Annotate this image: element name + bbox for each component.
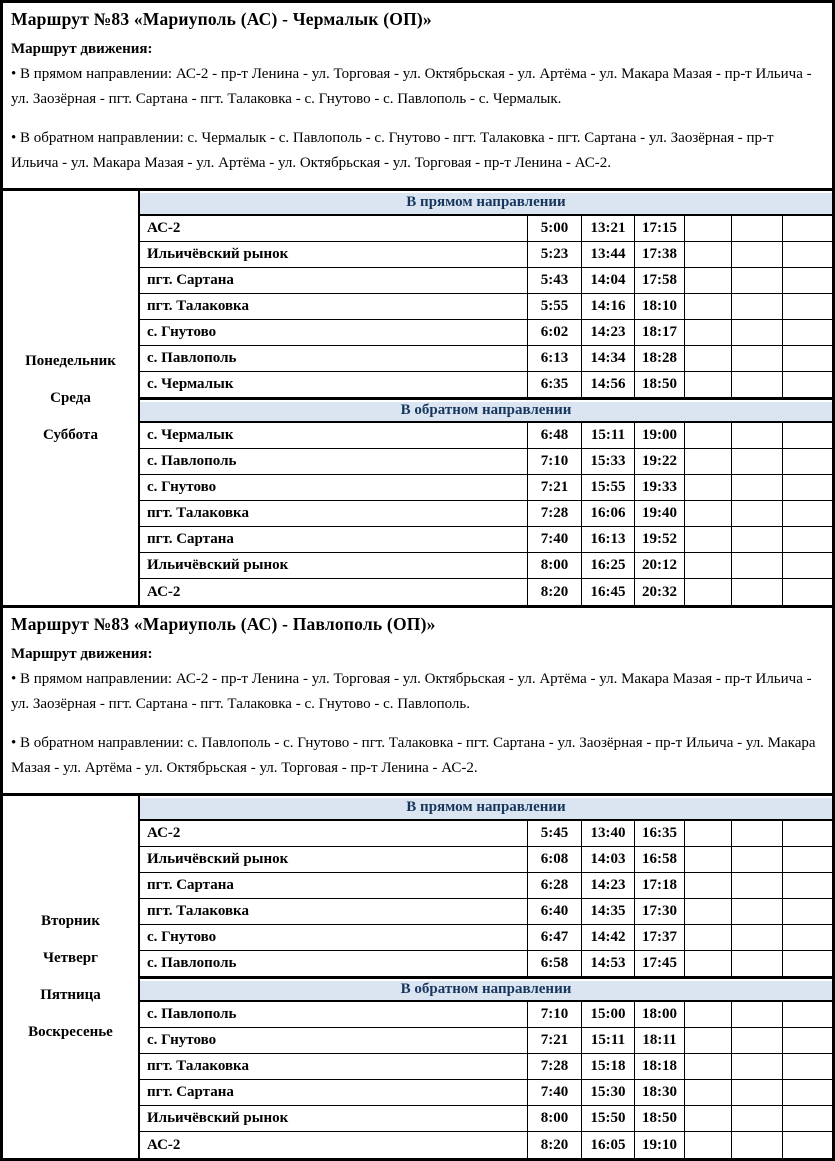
empty-time-cell — [732, 553, 783, 578]
departure-time-cell: 16:58 — [635, 847, 685, 872]
reverse-rows-group — [140, 1002, 832, 1158]
stop-name-cell: с. Павлополь — [140, 1002, 528, 1027]
stop-name-cell: с. Гнутово — [140, 475, 528, 500]
empty-time-cell — [685, 951, 732, 976]
departure-time-cell: 7:40 — [528, 1080, 582, 1105]
empty-time-cell — [783, 821, 832, 846]
day-label: Суббота — [43, 426, 98, 443]
empty-time-cell — [685, 320, 732, 345]
route-section — [3, 3, 832, 605]
empty-time-cell — [685, 579, 732, 605]
departure-time-cell: 17:58 — [635, 268, 685, 293]
stop-name-cell: с. Павлополь — [140, 449, 528, 474]
departure-time-cell: 7:21 — [528, 1028, 582, 1053]
departure-time-cell: 5:55 — [528, 294, 582, 319]
empty-time-cell — [783, 346, 832, 371]
departure-time-cell: 6:08 — [528, 847, 582, 872]
empty-time-cell — [685, 294, 732, 319]
departure-time-cell: 15:50 — [582, 1106, 635, 1131]
timetable — [3, 793, 832, 1158]
sections-root — [3, 3, 832, 1158]
departure-time-cell: 7:40 — [528, 527, 582, 552]
empty-time-cell — [732, 294, 783, 319]
timetable-row — [140, 847, 832, 873]
departure-time-cell: 19:40 — [635, 501, 685, 526]
schedule-column — [140, 191, 832, 605]
stop-name-cell: с. Гнутово — [140, 1028, 528, 1053]
schedule-column — [140, 796, 832, 1158]
stop-name-cell: АС-2 — [140, 579, 528, 605]
empty-time-cell — [783, 294, 832, 319]
empty-time-cell — [732, 925, 783, 950]
forward-rows-group — [140, 216, 832, 398]
departure-time-cell: 16:06 — [582, 501, 635, 526]
day-label: Четверг — [43, 950, 98, 966]
timetable-row — [140, 579, 832, 605]
empty-time-cell — [685, 475, 732, 500]
empty-time-cell — [732, 320, 783, 345]
empty-time-cell — [685, 372, 732, 397]
empty-time-cell — [732, 821, 783, 846]
empty-time-cell — [685, 1106, 732, 1131]
empty-time-cell — [685, 553, 732, 578]
timetable-row — [140, 242, 832, 268]
empty-time-cell — [732, 242, 783, 267]
departure-time-cell: 6:13 — [528, 346, 582, 371]
timetable-row — [140, 1080, 832, 1106]
empty-time-cell — [732, 216, 783, 241]
departure-time-cell: 15:11 — [582, 423, 635, 448]
stop-name-cell: АС-2 — [140, 216, 528, 241]
departure-time-cell: 18:30 — [635, 1080, 685, 1105]
timetable-row — [140, 925, 832, 951]
empty-time-cell — [783, 847, 832, 872]
departure-time-cell: 16:35 — [635, 821, 685, 846]
departure-time-cell: 14:03 — [582, 847, 635, 872]
empty-time-cell — [732, 951, 783, 976]
empty-time-cell — [685, 423, 732, 448]
stop-name-cell: Ильичёвский рынок — [140, 242, 528, 267]
departure-time-cell: 13:40 — [582, 821, 635, 846]
empty-time-cell — [685, 1080, 732, 1105]
empty-time-cell — [732, 873, 783, 898]
empty-time-cell — [685, 527, 732, 552]
empty-time-cell — [732, 475, 783, 500]
timetable-row — [140, 475, 832, 501]
departure-time-cell: 18:28 — [635, 346, 685, 371]
days-column — [3, 796, 140, 1158]
departure-time-cell: 7:28 — [528, 1054, 582, 1079]
stop-name-cell: с. Гнутово — [140, 320, 528, 345]
departure-time-cell: 5:45 — [528, 821, 582, 846]
stop-name-cell: с. Павлополь — [140, 346, 528, 371]
departure-time-cell: 19:33 — [635, 475, 685, 500]
empty-time-cell — [685, 1054, 732, 1079]
departure-time-cell: 18:00 — [635, 1002, 685, 1027]
empty-time-cell — [732, 1106, 783, 1131]
stop-name-cell: пгт. Талаковка — [140, 501, 528, 526]
departure-time-cell: 7:10 — [528, 449, 582, 474]
empty-time-cell — [732, 268, 783, 293]
timetable-row — [140, 1054, 832, 1080]
empty-time-cell — [783, 1106, 832, 1131]
empty-time-cell — [685, 501, 732, 526]
departure-time-cell: 20:12 — [635, 553, 685, 578]
timetable-row — [140, 372, 832, 398]
departure-time-cell: 6:40 — [528, 899, 582, 924]
empty-time-cell — [732, 501, 783, 526]
stop-name-cell: АС-2 — [140, 821, 528, 846]
departure-time-cell: 14:16 — [582, 294, 635, 319]
reverse-direction-header: В обратном направлении — [140, 977, 832, 1002]
route-text-block — [3, 608, 832, 793]
days-column — [3, 191, 140, 605]
departure-time-cell: 17:18 — [635, 873, 685, 898]
stop-name-cell: АС-2 — [140, 1132, 528, 1158]
departure-time-cell: 14:56 — [582, 372, 635, 397]
departure-time-cell: 19:00 — [635, 423, 685, 448]
empty-time-cell — [732, 899, 783, 924]
stop-name-cell: Ильичёвский рынок — [140, 1106, 528, 1131]
empty-time-cell — [732, 1132, 783, 1158]
departure-time-cell: 8:00 — [528, 1106, 582, 1131]
timetable — [3, 188, 832, 605]
departure-time-cell: 14:53 — [582, 951, 635, 976]
departure-time-cell: 19:22 — [635, 449, 685, 474]
stop-name-cell: пгт. Сартана — [140, 268, 528, 293]
departure-time-cell: 8:20 — [528, 1132, 582, 1158]
departure-time-cell: 16:45 — [582, 579, 635, 605]
departure-time-cell: 14:23 — [582, 320, 635, 345]
stop-name-cell: пгт. Талаковка — [140, 1054, 528, 1079]
departure-time-cell: 6:28 — [528, 873, 582, 898]
empty-time-cell — [783, 951, 832, 976]
departure-time-cell: 17:37 — [635, 925, 685, 950]
departure-time-cell: 16:05 — [582, 1132, 635, 1158]
departure-time-cell: 18:50 — [635, 372, 685, 397]
departure-time-cell: 15:33 — [582, 449, 635, 474]
route-title: Маршрут №83 «Мариуполь (АС) - Чермалык (ОП)» — [11, 9, 432, 29]
timetable-row — [140, 899, 832, 925]
departure-time-cell: 7:10 — [528, 1002, 582, 1027]
departure-time-cell: 7:21 — [528, 475, 582, 500]
empty-time-cell — [732, 372, 783, 397]
empty-time-cell — [783, 1054, 832, 1079]
empty-time-cell — [685, 1028, 732, 1053]
departure-time-cell: 8:00 — [528, 553, 582, 578]
departure-time-cell: 7:28 — [528, 501, 582, 526]
empty-time-cell — [685, 242, 732, 267]
departure-time-cell: 6:35 — [528, 372, 582, 397]
departure-time-cell: 14:34 — [582, 346, 635, 371]
departure-time-cell: 6:47 — [528, 925, 582, 950]
day-label: Воскресенье — [28, 1024, 113, 1040]
empty-time-cell — [732, 1002, 783, 1027]
day-label: Вторник — [41, 913, 100, 929]
empty-time-cell — [685, 216, 732, 241]
empty-time-cell — [783, 242, 832, 267]
empty-time-cell — [783, 423, 832, 448]
empty-time-cell — [732, 1080, 783, 1105]
departure-time-cell: 18:10 — [635, 294, 685, 319]
timetable-row — [140, 501, 832, 527]
empty-time-cell — [783, 449, 832, 474]
forward-direction-header: В прямом направлении — [140, 191, 832, 216]
route-title: Маршрут №83 «Мариуполь (АС) - Павлополь (ОП)» — [11, 614, 436, 634]
empty-time-cell — [783, 873, 832, 898]
empty-time-cell — [732, 847, 783, 872]
timetable-row — [140, 527, 832, 553]
departure-time-cell: 19:10 — [635, 1132, 685, 1158]
reverse-route-description: • В обратном направлении: с. Чермалык - с. Павлополь - с. Гнутово - пгт. Талаковка - пгт. Сартана - ул. Заозёрная - пр-т Ильича - ул. Макара Мазая - ул. Артёма - ул. Октябрьская - ул. Торговая - пр-т Ленина - АС-2. — [11, 130, 774, 171]
departure-time-cell: 18:11 — [635, 1028, 685, 1053]
empty-time-cell — [783, 925, 832, 950]
forward-route-description: • В прямом направлении: АС-2 - пр-т Ленина - ул. Торговая - ул. Октябрьская - ул. Артёма - ул. Макара Мазая - пр-т Ильича - ул. Заозёрная - пгт. Сартана - пгт. Талаковка - с. Гнутово - с. Павлополь - с. Чермалык. — [11, 66, 812, 107]
departure-time-cell: 5:00 — [528, 216, 582, 241]
empty-time-cell — [783, 268, 832, 293]
departure-time-cell: 15:00 — [582, 1002, 635, 1027]
forward-rows-group — [140, 821, 832, 977]
empty-time-cell — [732, 449, 783, 474]
timetable-row — [140, 268, 832, 294]
empty-time-cell — [685, 346, 732, 371]
day-label: Пятница — [40, 987, 101, 1003]
empty-time-cell — [685, 847, 732, 872]
timetable-row — [140, 821, 832, 847]
departure-time-cell: 8:20 — [528, 579, 582, 605]
timetable-row — [140, 1002, 832, 1028]
empty-time-cell — [783, 1080, 832, 1105]
departure-time-cell: 15:30 — [582, 1080, 635, 1105]
empty-time-cell — [783, 320, 832, 345]
route-movement-heading: Маршрут движения: — [11, 646, 153, 662]
day-label: Понедельник — [25, 352, 116, 369]
empty-time-cell — [783, 579, 832, 605]
departure-time-cell: 15:18 — [582, 1054, 635, 1079]
empty-time-cell — [685, 1002, 732, 1027]
empty-time-cell — [685, 1132, 732, 1158]
timetable-row — [140, 346, 832, 372]
route-movement-heading: Маршрут движения: — [11, 41, 153, 57]
departure-time-cell: 17:45 — [635, 951, 685, 976]
timetable-row — [140, 449, 832, 475]
empty-time-cell — [783, 372, 832, 397]
stop-name-cell: с. Чермалык — [140, 423, 528, 448]
timetable-row — [140, 216, 832, 242]
departure-time-cell: 5:23 — [528, 242, 582, 267]
route-text-block — [3, 3, 832, 188]
timetable-row — [140, 553, 832, 579]
reverse-direction-header: В обратном направлении — [140, 398, 832, 423]
departure-time-cell: 16:13 — [582, 527, 635, 552]
timetable-row — [140, 1132, 832, 1158]
empty-time-cell — [685, 821, 732, 846]
departure-time-cell: 14:42 — [582, 925, 635, 950]
timetable-row — [140, 294, 832, 320]
timetable-row — [140, 951, 832, 977]
stop-name-cell: с. Чермалык — [140, 372, 528, 397]
route-section — [3, 605, 832, 1158]
stop-name-cell: с. Гнутово — [140, 925, 528, 950]
empty-time-cell — [732, 346, 783, 371]
timetable-row — [140, 1106, 832, 1132]
departure-time-cell: 20:32 — [635, 579, 685, 605]
departure-time-cell: 6:02 — [528, 320, 582, 345]
departure-time-cell: 18:50 — [635, 1106, 685, 1131]
stop-name-cell: пгт. Сартана — [140, 1080, 528, 1105]
departure-time-cell: 15:11 — [582, 1028, 635, 1053]
reverse-route-description: • В обратном направлении: с. Павлополь - с. Гнутово - пгт. Талаковка - пгт. Сартана - ул. Заозёрная - пр-т Ильича - ул. Макара Мазая - ул. Артёма - ул. Октябрьская - ул. Торговая - пр-т Ленина - АС-2. — [11, 735, 816, 776]
empty-time-cell — [732, 423, 783, 448]
empty-time-cell — [732, 1054, 783, 1079]
departure-time-cell: 13:44 — [582, 242, 635, 267]
departure-time-cell: 14:23 — [582, 873, 635, 898]
departure-time-cell: 17:30 — [635, 899, 685, 924]
empty-time-cell — [783, 216, 832, 241]
empty-time-cell — [783, 1132, 832, 1158]
empty-time-cell — [685, 268, 732, 293]
departure-time-cell: 17:15 — [635, 216, 685, 241]
timetable-row — [140, 320, 832, 346]
departure-time-cell: 14:35 — [582, 899, 635, 924]
departure-time-cell: 18:18 — [635, 1054, 685, 1079]
stop-name-cell: Ильичёвский рынок — [140, 847, 528, 872]
empty-time-cell — [783, 475, 832, 500]
empty-time-cell — [783, 1028, 832, 1053]
empty-time-cell — [685, 873, 732, 898]
empty-time-cell — [783, 527, 832, 552]
empty-time-cell — [685, 449, 732, 474]
departure-time-cell: 17:38 — [635, 242, 685, 267]
timetable-row — [140, 423, 832, 449]
stop-name-cell: пгт. Сартана — [140, 873, 528, 898]
timetable-row — [140, 1028, 832, 1054]
departure-time-cell: 18:17 — [635, 320, 685, 345]
empty-time-cell — [685, 899, 732, 924]
departure-time-cell: 6:48 — [528, 423, 582, 448]
stop-name-cell: пгт. Талаковка — [140, 294, 528, 319]
stop-name-cell: Ильичёвский рынок — [140, 553, 528, 578]
empty-time-cell — [783, 1002, 832, 1027]
departure-time-cell: 15:55 — [582, 475, 635, 500]
departure-time-cell: 5:43 — [528, 268, 582, 293]
empty-time-cell — [732, 527, 783, 552]
departure-time-cell: 6:58 — [528, 951, 582, 976]
empty-time-cell — [732, 579, 783, 605]
day-label: Среда — [50, 389, 91, 406]
forward-direction-header: В прямом направлении — [140, 796, 832, 821]
departure-time-cell: 14:04 — [582, 268, 635, 293]
empty-time-cell — [783, 899, 832, 924]
reverse-rows-group — [140, 423, 832, 605]
departure-time-cell: 16:25 — [582, 553, 635, 578]
stop-name-cell: пгт. Талаковка — [140, 899, 528, 924]
stop-name-cell: пгт. Сартана — [140, 527, 528, 552]
empty-time-cell — [685, 925, 732, 950]
empty-time-cell — [732, 1028, 783, 1053]
stop-name-cell: с. Павлополь — [140, 951, 528, 976]
empty-time-cell — [783, 553, 832, 578]
timetable-row — [140, 873, 832, 899]
departure-time-cell: 19:52 — [635, 527, 685, 552]
forward-route-description: • В прямом направлении: АС-2 - пр-т Ленина - ул. Торговая - ул. Октябрьская - ул. Артёма - ул. Макара Мазая - пр-т Ильича - ул. Заозёрная - пгт. Сартана - пгт. Талаковка - с. Гнутово - с. Павлополь. — [11, 671, 812, 712]
departure-time-cell: 13:21 — [582, 216, 635, 241]
empty-time-cell — [783, 501, 832, 526]
